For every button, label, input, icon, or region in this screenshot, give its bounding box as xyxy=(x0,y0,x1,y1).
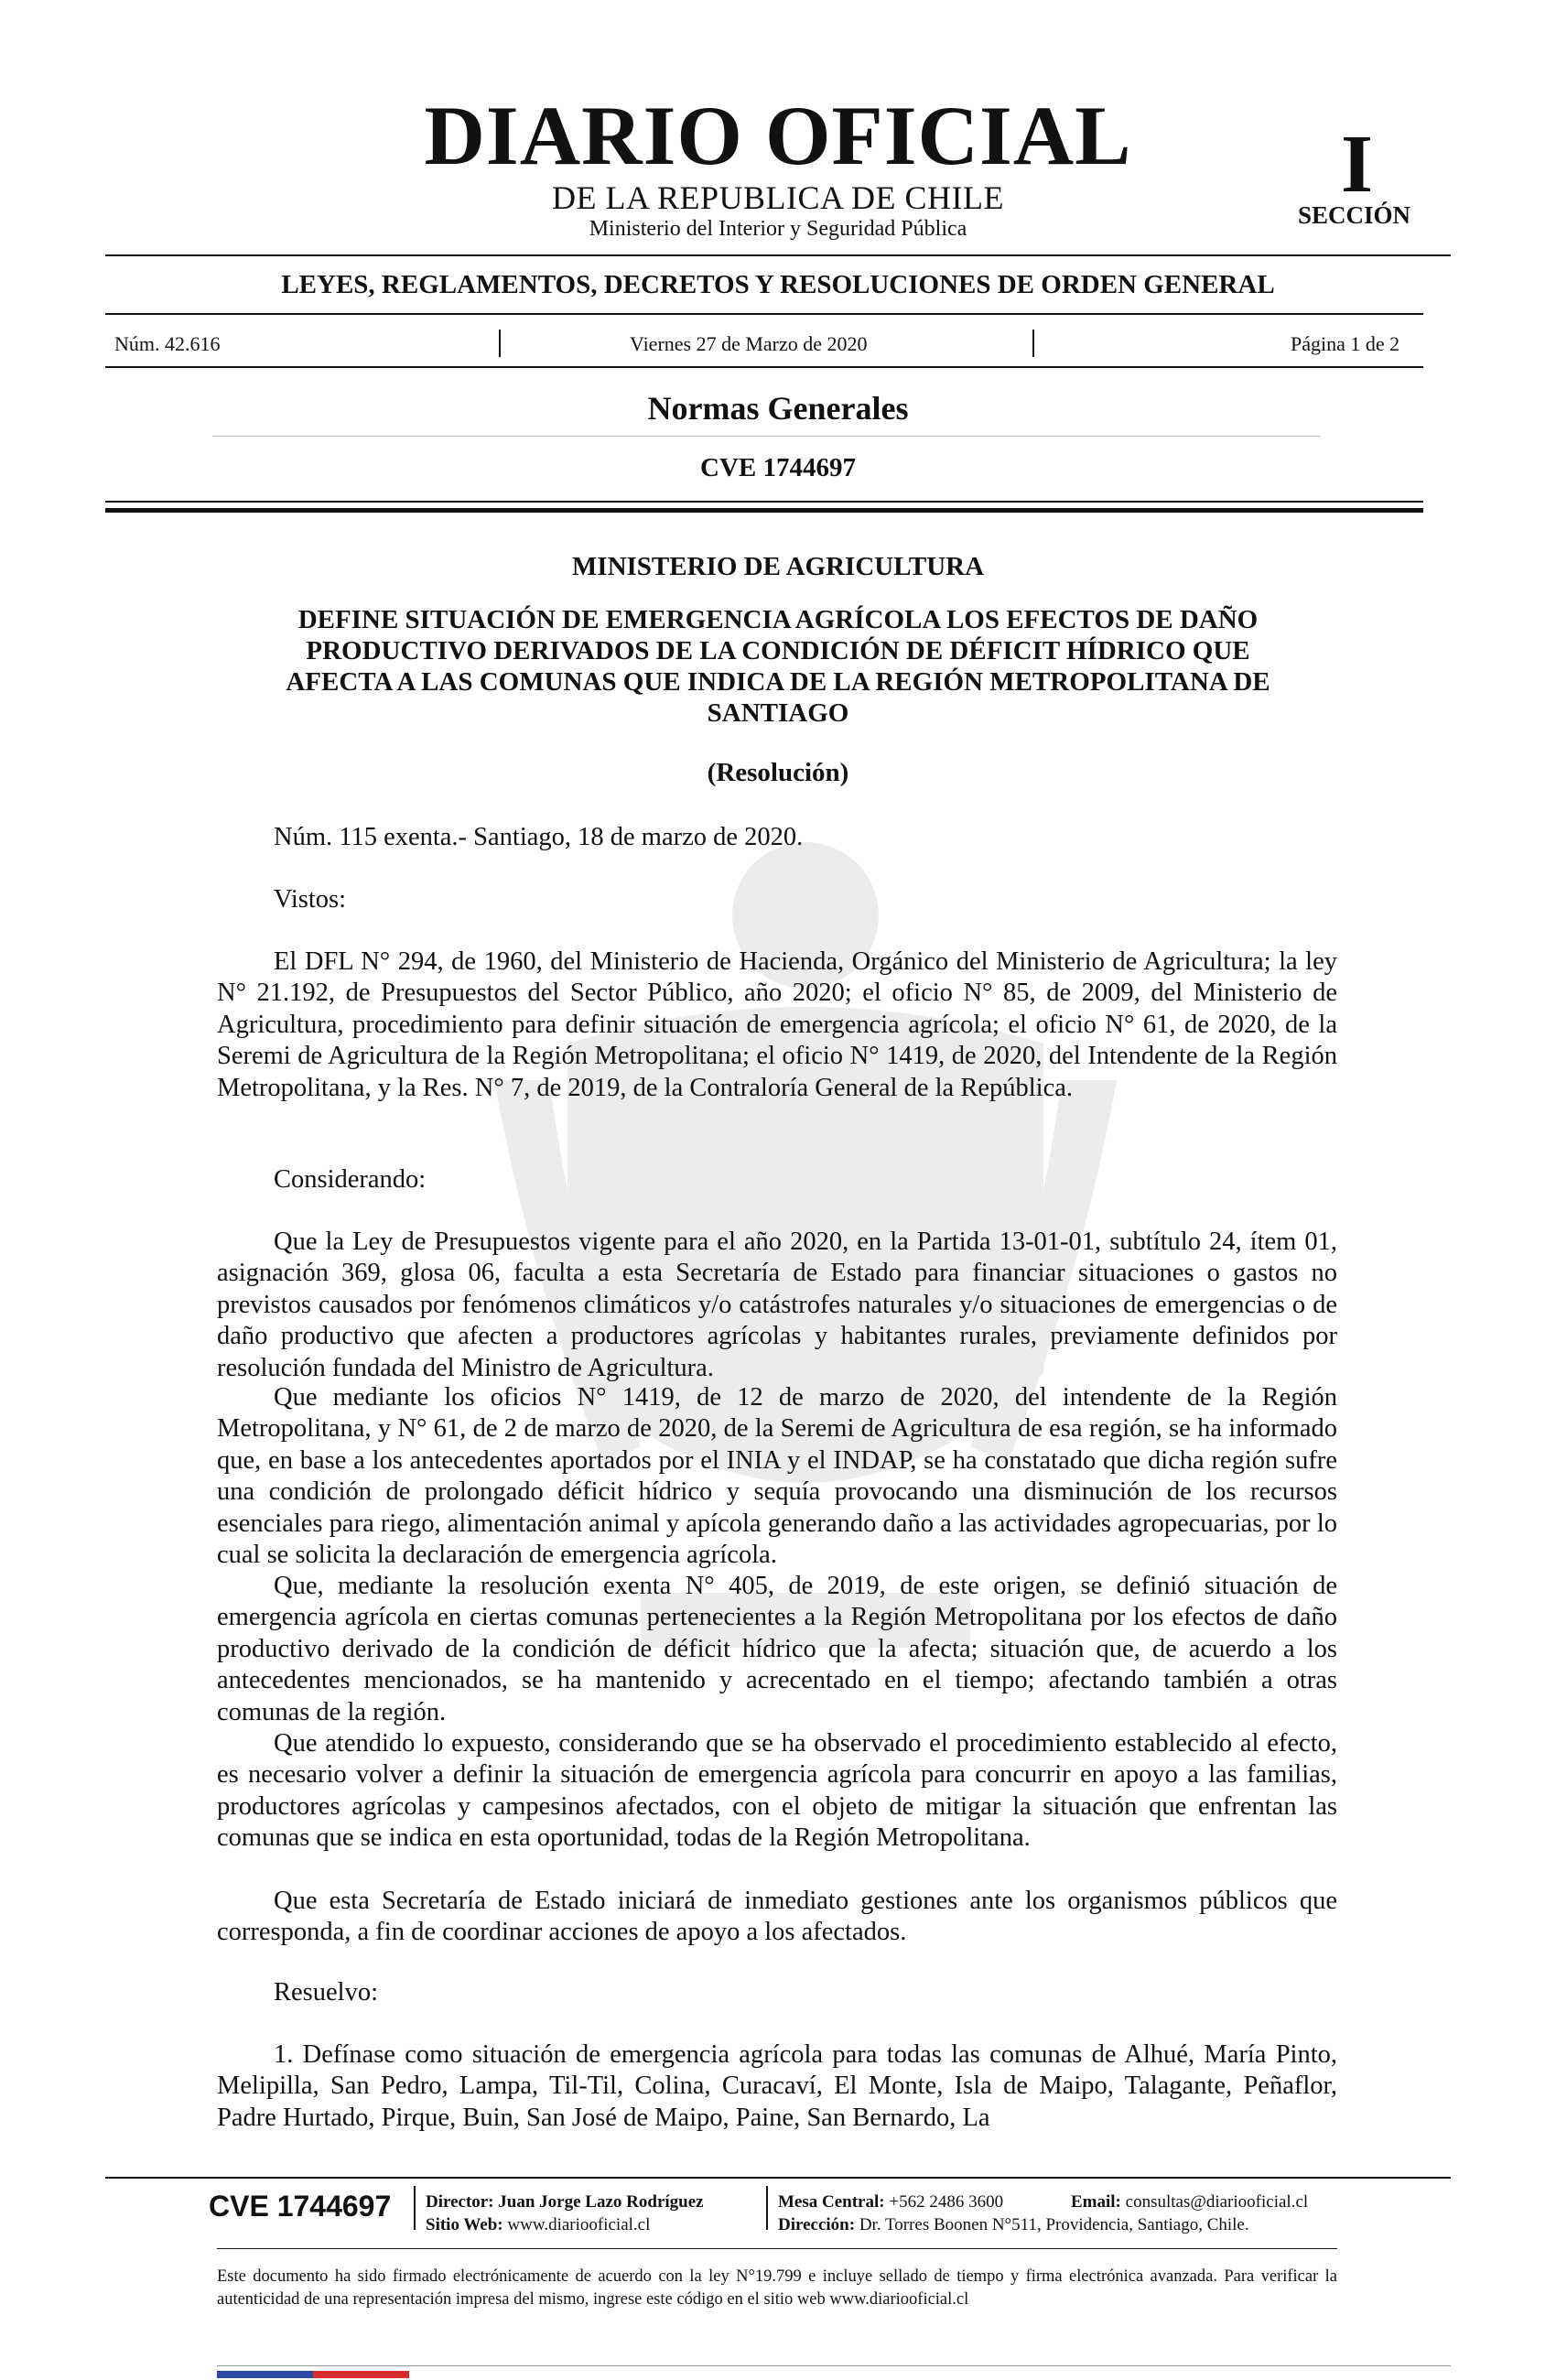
footer-mesa-label: Mesa Central: xyxy=(778,2192,885,2212)
considerando-paragraph: Que la Ley de Presupuestos vigente para el año 2020, en la Partida 13-01-01, subtítulo 24, ítem 01, asignación 369, glosa 06, faculta a esta Secretaría de Estado para financiar situaciones o gastos no previstos causados por fenómenos climáticos y/o catástrofes naturales y/o situaciones de emergencias o de daño productivo que afecten a productores agrícolas y habitantes rurales, previamente definidos por resolución fundada del Ministro de Agricultura. xyxy=(217,1228,1337,1382)
cve-rule-thick xyxy=(105,508,1423,513)
footer-director-label: Director: xyxy=(426,2192,494,2212)
cve-rule-thin xyxy=(105,501,1423,503)
footer-address-label: Dirección: xyxy=(778,2215,856,2234)
issue-date: Viernes 27 de Marzo de 2020 xyxy=(630,332,868,355)
footer-rule-end xyxy=(217,2365,1451,2366)
footer-address-value: Dr. Torres Boonen N°511, Providencia, Santiago, Chile. xyxy=(859,2215,1249,2234)
issue-separator xyxy=(1032,330,1034,357)
considerando-paragraph: Que mediante los oficios N° 1419, de 12 de marzo de 2020, del intendente de la Región Metropolitana, y N° 61, de 2 de marzo de 2020, de la Seremi de Agricultura de esa región, se ha informado que, en base a los antecedentes aportados por el INIA y el INDAP, se ha constatado que dicha región sufre una condición de prolongado déficit hídrico y sequía provocando una disminución de los recursos esenciales para riego, alimentación animal y apícola generando daño a las actividades agropecuarias, por lo cual se solicita la declaración de emergencia agrícola. xyxy=(217,1383,1337,1570)
cve-heading: CVE 1744697 xyxy=(700,453,856,482)
footer-email-link[interactable]: consultas@diariooficial.cl xyxy=(1125,2192,1309,2212)
section-heading-rule xyxy=(212,436,1320,437)
issue-page: Página 1 de 2 xyxy=(1291,332,1400,355)
considerando-label: Considerando: xyxy=(274,1165,427,1194)
resuelvo-item: 1. Defínase como situación de emergencia agrícola para todas las comunas de Alhué, María Pinto, Melipilla, San Pedro, Lampa, Til-Til, Colina, Curacaví, El Monte, Isla de Maipo, Talagante, Peñaflor, Padre Hurtado, Pirque, Buin, San José de Maipo, Paine, San Bernardo, La xyxy=(217,2040,1337,2132)
footer-legal-notice: Este documento ha sido firmado electrónicamente de acuerdo con la ley N°19.799 e incluye sellado de tiempo y firma electrónica avanzada. Para verificar la autenticidad de una representación impresa del mismo, ingrese este código en el sitio web www.diariooficial.cl xyxy=(217,2267,1337,2309)
issue-rule xyxy=(105,366,1423,368)
considerando-paragraph: Que esta Secretaría de Estado iniciará de inmediato gestiones ante los organismos públicos que corresponda, a fin de coordinar acciones de apoyo a los afectados. xyxy=(217,1887,1337,1947)
footer-separator xyxy=(414,2186,416,2230)
issue-number: Núm. 42.616 xyxy=(114,332,221,355)
footer-address xyxy=(778,2213,1249,2236)
section-heading: Normas Generales xyxy=(647,390,909,427)
issue-separator xyxy=(499,330,501,357)
document-title-line: AFECTA A LAS COMUNAS QUE INDICA DE LA REGIÓN METROPOLITANA DE xyxy=(286,667,1270,697)
footer-rule-bottom xyxy=(217,2248,1337,2249)
footer-website xyxy=(426,2213,650,2236)
footer-mesa-central xyxy=(778,2191,1003,2213)
footer-director-name: Juan Jorge Lazo Rodríguez xyxy=(498,2192,704,2212)
footer-email xyxy=(1071,2191,1308,2213)
footer-rule-top xyxy=(105,2177,1451,2179)
masthead-subtitle: DE LA REPUBLICA DE CHILE xyxy=(552,179,1004,216)
footer-separator xyxy=(766,2186,768,2230)
footer-cve: CVE 1744697 xyxy=(209,2190,392,2223)
masthead-title: DIARIO OFICIAL xyxy=(424,89,1132,182)
document-title-line: SANTIAGO xyxy=(707,698,849,728)
banner: LEYES, REGLAMENTOS, DECRETOS Y RESOLUCIONES DE ORDEN GENERAL xyxy=(281,270,1275,299)
flag-stripe-red xyxy=(313,2371,409,2378)
resuelvo-label: Resuelvo: xyxy=(274,1978,378,2007)
banner-rule xyxy=(105,313,1423,315)
vistos-paragraph: El DFL N° 294, de 1960, del Ministerio de Hacienda, Orgánico del Ministerio de Agricultura; la ley N° 21.192, de Presupuestos del Sector Público, año 2020; el oficio N° 85, de 2009, del Ministerio de Agricultura, procedimiento para definir situación de emergencia agrícola; el oficio N° 61, de 2020, de la Seremi de Agricultura de la Región Metropolitana; el oficio N° 1419, de 2020, del Intendente de la Región Metropolitana, y la Res. N° 7, de 2019, de la Contraloría General de la República. xyxy=(217,947,1337,1102)
footer-director xyxy=(426,2191,704,2213)
footer-email-label: Email: xyxy=(1071,2192,1121,2212)
document-number-line: Núm. 115 exenta.- Santiago, 18 de marzo de 2020. xyxy=(274,823,804,851)
vistos-label: Vistos: xyxy=(274,885,347,914)
masthead-ministry: Ministerio del Interior y Seguridad Pública xyxy=(589,217,967,241)
section-label: SECCIÓN xyxy=(1298,201,1411,229)
document-type: (Resolución) xyxy=(707,758,849,787)
footer-web-link[interactable]: www.diariooficial.cl xyxy=(507,2215,651,2234)
masthead-rule xyxy=(105,254,1451,256)
document-title xyxy=(201,604,1355,729)
flag-stripe-blue xyxy=(217,2371,313,2378)
document-title-line: DEFINE SITUACIÓN DE EMERGENCIA AGRÍCOLA LOS EFECTOS DE DAÑO xyxy=(297,605,1259,634)
footer-mesa-value: +562 2486 3600 xyxy=(889,2192,1004,2212)
considerando-paragraph: Que atendido lo expuesto, considerando que se ha observado el procedimiento establecido al efecto, es necesario volver a definir la situación de emergencia agrícola para concurrir en apoyo a las familias, productores agrícolas y campesinos afectados, con el objeto de mitigar la situación que enfrentan las comunas que se indica en esta oportunidad, todas de la Región Metropolitana. xyxy=(217,1729,1337,1853)
section-numeral: I xyxy=(1341,119,1374,210)
document-ministry: MINISTERIO DE AGRICULTURA xyxy=(571,552,985,581)
footer-web-label: Sitio Web: xyxy=(426,2215,503,2234)
document-title-line: PRODUCTIVO DERIVADOS DE LA CONDICIÓN DE DÉFICIT HÍDRICO QUE xyxy=(306,636,1250,665)
considerando-paragraph: Que, mediante la resolución exenta N° 405, de 2019, de este origen, se definió situación de emergencia agrícola en ciertas comunas pertenecientes a la Región Metropolitana por los efectos de daño productivo derivado de la condición de déficit hídrico que la afecta; situación que, de acuerdo a los antecedentes mencionados, se ha mantenido y acrecentado en el tiempo; afectando también a otras comunas de la región. xyxy=(217,1572,1337,1726)
